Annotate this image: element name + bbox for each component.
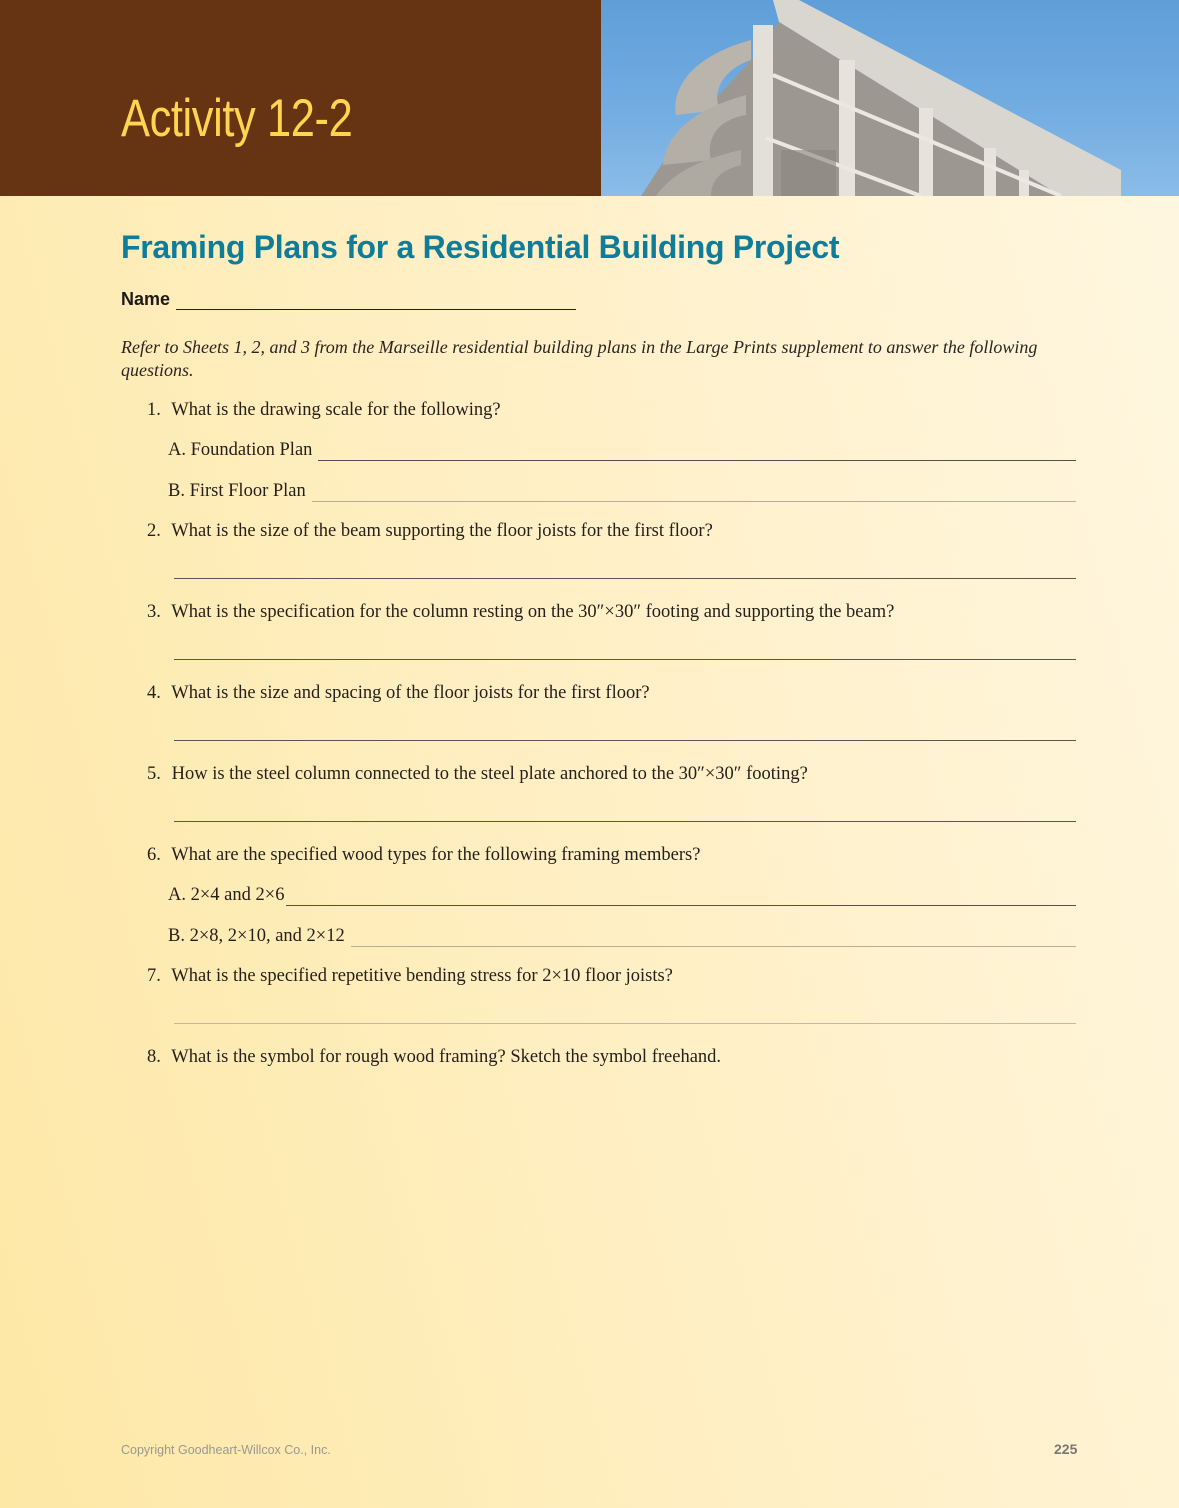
question-text: What is the specification for the column resting on the 30″×30″ footing and supporting the beam? bbox=[171, 602, 895, 622]
answer-line-3[interactable] bbox=[174, 659, 1076, 660]
question-number: 7. bbox=[147, 966, 161, 986]
question-1 bbox=[147, 400, 501, 421]
instructions: Refer to Sheets 1, 2, and 3 from the Marseille residential building plans in the Large Prints supplement to answer the following questions. bbox=[121, 337, 1038, 380]
question-5 bbox=[147, 764, 808, 785]
answer-line-5[interactable] bbox=[174, 821, 1076, 822]
answer-line-6a[interactable] bbox=[286, 889, 1076, 906]
question-text: What is the size and spacing of the floor joists for the first floor? bbox=[171, 683, 650, 703]
name-label: Name bbox=[121, 289, 171, 309]
question-1a bbox=[168, 440, 1076, 461]
question-6 bbox=[147, 845, 700, 866]
activity-title: Activity 12-2 bbox=[121, 89, 353, 148]
answer-line-4[interactable] bbox=[174, 740, 1076, 741]
page-header bbox=[0, 0, 1179, 196]
question-number: 1. bbox=[147, 400, 161, 420]
answer-line-1a[interactable] bbox=[318, 444, 1076, 461]
question-text: What is the drawing scale for the following? bbox=[171, 400, 501, 420]
question-text: What are the specified wood types for the following framing members? bbox=[171, 845, 701, 865]
question-2 bbox=[147, 521, 713, 542]
answer-line-2[interactable] bbox=[174, 578, 1076, 579]
sub-label: B. 2×8, 2×10, and 2×12 bbox=[168, 926, 345, 946]
question-number: 6. bbox=[147, 845, 161, 865]
question-text: What is the size of the beam supporting the floor joists for the first floor? bbox=[171, 521, 713, 541]
question-6b bbox=[168, 926, 1076, 947]
answer-line-6b[interactable] bbox=[351, 930, 1076, 947]
question-number: 3. bbox=[147, 602, 161, 622]
name-field-row bbox=[121, 289, 576, 310]
document-title: Framing Plans for a Residential Building Project bbox=[121, 229, 840, 265]
header-band bbox=[0, 0, 601, 196]
building-illustration-icon bbox=[601, 0, 1179, 196]
sub-label: A. Foundation Plan bbox=[168, 440, 313, 460]
question-number: 2. bbox=[147, 521, 161, 541]
question-4 bbox=[147, 683, 650, 704]
page-number: 225 bbox=[1054, 1441, 1078, 1457]
building-photo bbox=[601, 0, 1179, 196]
question-1b bbox=[168, 481, 1076, 502]
answer-line-7[interactable] bbox=[174, 1023, 1076, 1024]
sub-label: B. First Floor Plan bbox=[168, 481, 306, 501]
question-8 bbox=[147, 1047, 721, 1068]
question-3 bbox=[147, 602, 894, 623]
question-text: What is the specified repetitive bending stress for 2×10 floor joists? bbox=[171, 966, 673, 986]
copyright: Copyright Goodheart-Willcox Co., Inc. bbox=[121, 1443, 331, 1457]
question-6a bbox=[168, 885, 1076, 906]
sub-label: A. 2×4 and 2×6 bbox=[168, 885, 285, 905]
question-text: What is the symbol for rough wood framing? Sketch the symbol freehand. bbox=[171, 1047, 722, 1067]
question-7 bbox=[147, 966, 673, 987]
question-number: 8. bbox=[147, 1047, 161, 1067]
question-text: How is the steel column connected to the steel plate anchored to the 30″×30″ footing? bbox=[171, 764, 808, 784]
answer-line-1b[interactable] bbox=[312, 485, 1076, 502]
question-number: 5. bbox=[147, 764, 161, 784]
question-number: 4. bbox=[147, 683, 161, 703]
name-field[interactable] bbox=[176, 291, 576, 310]
